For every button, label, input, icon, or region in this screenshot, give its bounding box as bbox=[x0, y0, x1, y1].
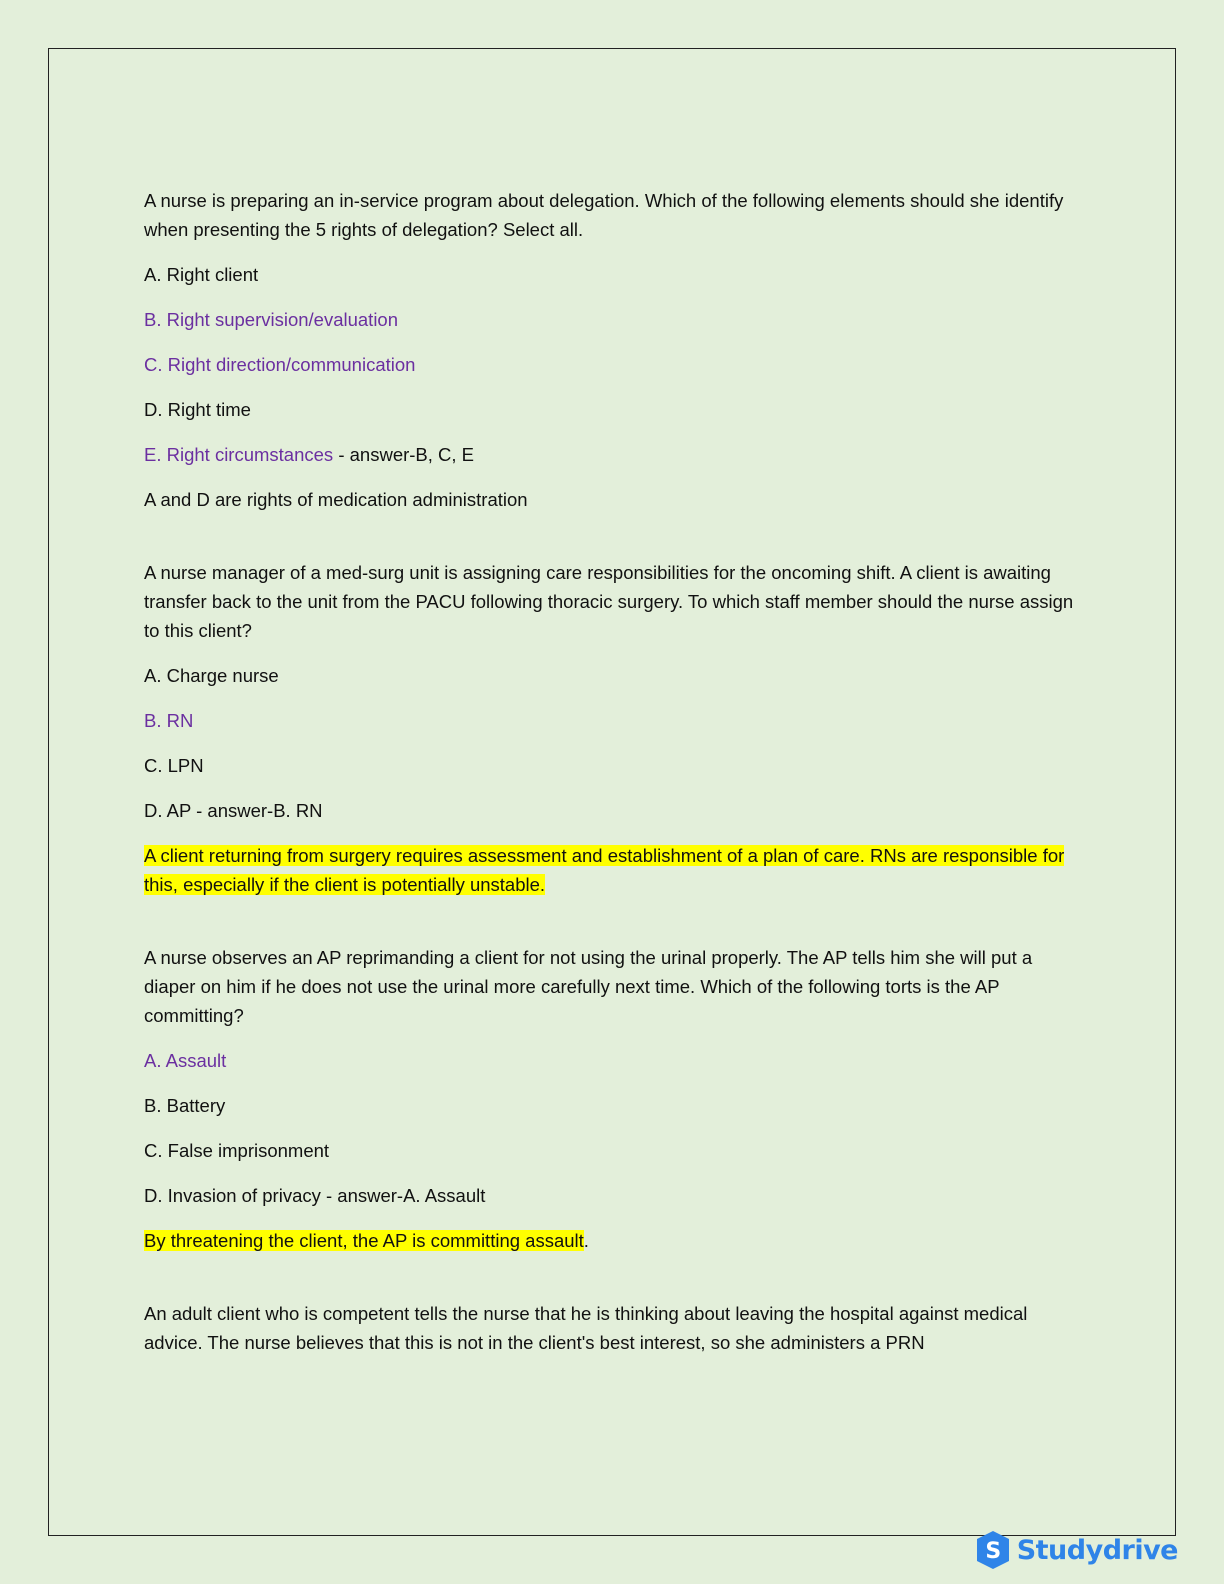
q2-option-a: A. Charge nurse bbox=[144, 665, 279, 686]
q3-option-c: C. False imprisonment bbox=[144, 1140, 330, 1161]
q2-option-c: C. LPN bbox=[144, 755, 204, 776]
q2-rationale-row bbox=[144, 841, 1084, 899]
q3-rationale-row bbox=[144, 1226, 1084, 1255]
q2-rationale: A client returning from surgery requires assessment and establishment of a plan of care. RNs are responsible for this, especially if the client is potentially unstable. bbox=[144, 845, 1065, 895]
q1-answer: - answer-B, C, E bbox=[333, 444, 475, 465]
q3-rationale: By threatening the client, the AP is committing assault bbox=[144, 1230, 584, 1251]
q1-rationale: A and D are rights of medication administration bbox=[144, 489, 528, 510]
question-2: A nurse manager of a med-surg unit is assigning care responsibilities for the oncoming shift. A client is awaiting transfer back to the unit from the PACU following thoracic surgery. To which staff member should the nurse assign to this client? bbox=[144, 562, 1074, 641]
q1-option-c: C. Right direction/communication bbox=[144, 354, 416, 375]
q3-rationale-end: . bbox=[583, 1230, 589, 1251]
q3-option-a: A. Assault bbox=[144, 1050, 227, 1071]
question-4: An adult client who is competent tells the nurse that he is thinking about leaving the hospital against medical advice. The nurse believes that this is not in the client's best interest, so she administers a PRN bbox=[144, 1303, 1028, 1353]
studydrive-logo[interactable] bbox=[975, 1530, 1178, 1570]
q3-option-d: D. Invasion of privacy - answer-A. Assault bbox=[144, 1185, 486, 1206]
q1-option-e: E. Right circumstances bbox=[144, 444, 334, 465]
logo-letter: S bbox=[985, 1539, 1001, 1564]
question-3: A nurse observes an AP reprimanding a client for not using the urinal properly. The AP tells him she will put a diaper on him if he does not use the urinal more carefully next time. Which of the following torts is the AP committing? bbox=[144, 947, 1033, 1026]
q1-option-d: D. Right time bbox=[144, 399, 251, 420]
document-body bbox=[144, 186, 1084, 1357]
brand-name: Studydrive bbox=[1016, 1534, 1178, 1566]
spacer bbox=[144, 514, 1084, 558]
q2-option-b: B. RN bbox=[144, 710, 194, 731]
question-1: A nurse is preparing an in-service program about delegation. Which of the following elements should she identify when presenting the 5 rights of delegation? Select all. bbox=[144, 190, 1064, 240]
spacer bbox=[144, 1255, 1084, 1299]
studydrive-shield-icon bbox=[975, 1530, 1011, 1570]
q2-option-d: D. AP - answer-B. RN bbox=[144, 800, 323, 821]
q3-option-b: B. Battery bbox=[144, 1095, 226, 1116]
spacer bbox=[144, 899, 1084, 943]
q1-option-e-row bbox=[144, 440, 1084, 469]
q1-option-b: B. Right supervision/evaluation bbox=[144, 309, 399, 330]
q1-option-a: A. Right client bbox=[144, 264, 259, 285]
